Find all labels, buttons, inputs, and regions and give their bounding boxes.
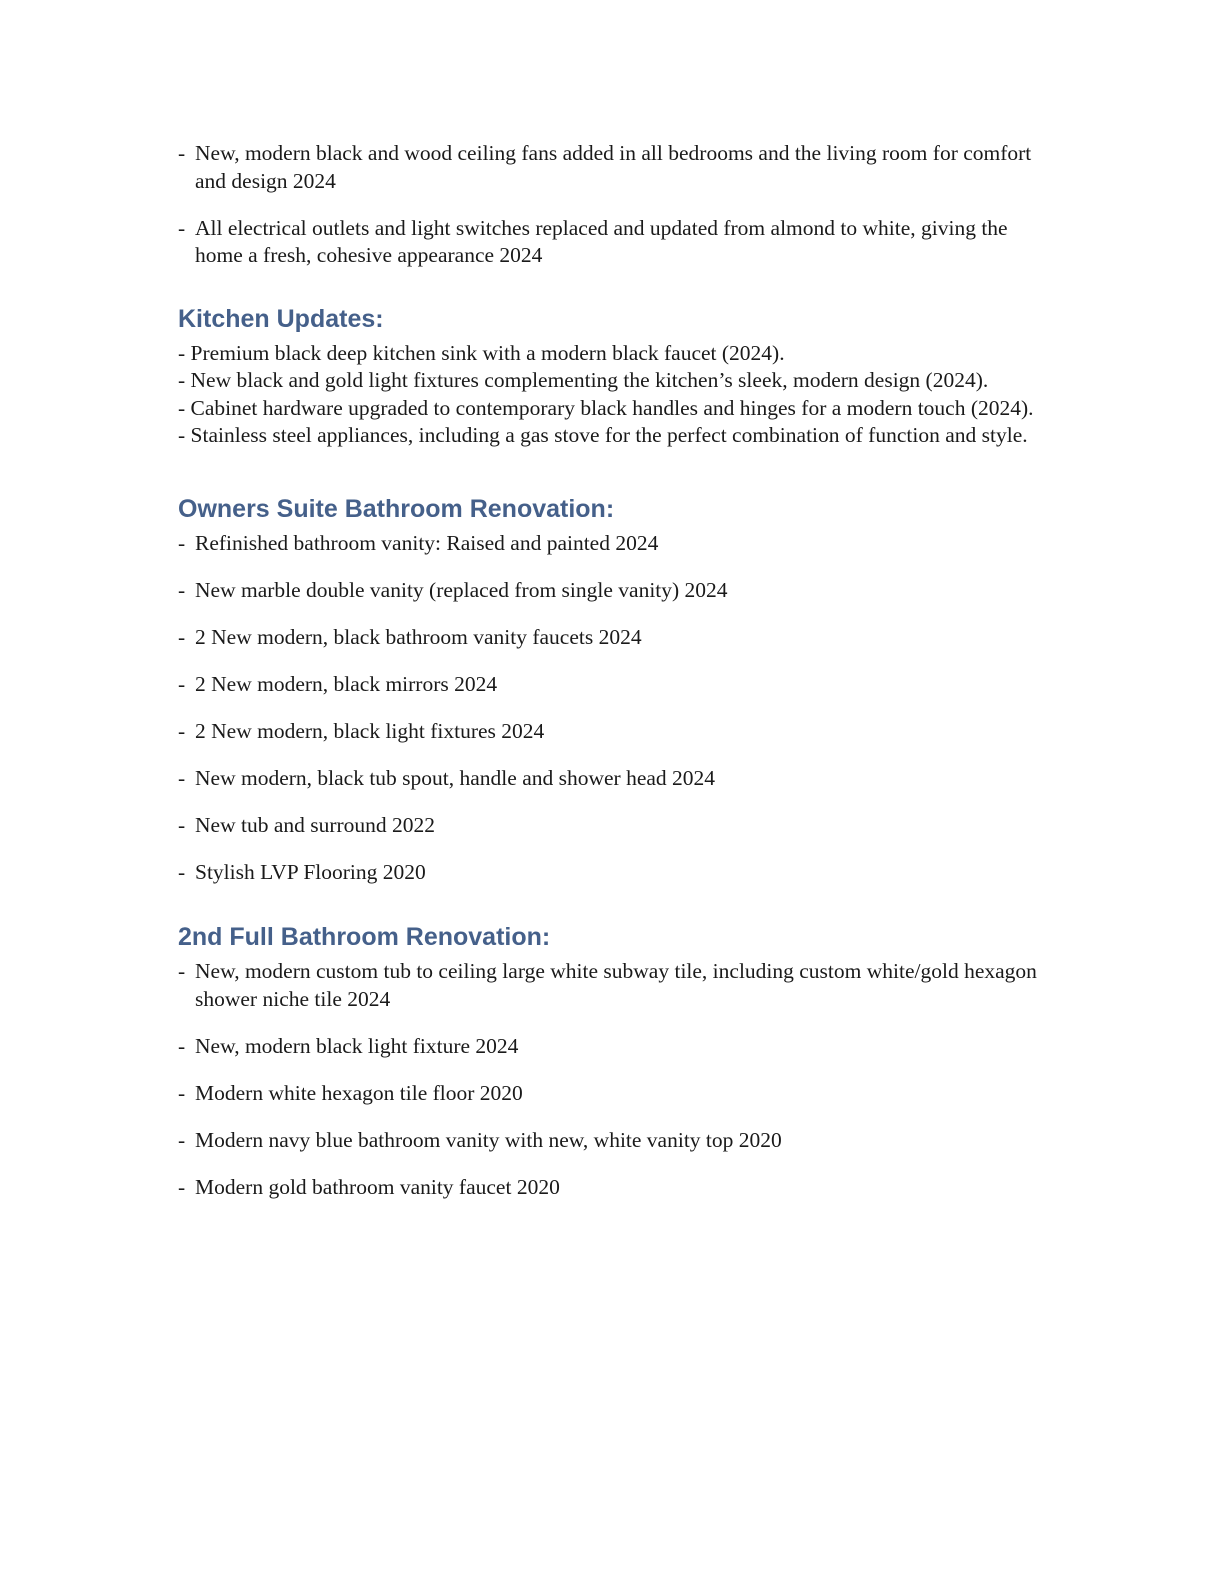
- list-item-text: New, modern black and wood ceiling fans added in all bedrooms and the living room for comfort and design 2024: [195, 141, 1032, 193]
- list-item: - New black and gold light fixtures complementing the kitchen’s sleek, modern design (2024).: [178, 368, 989, 392]
- intro-list: [178, 140, 1044, 270]
- list-item-text: Modern gold bathroom vanity faucet 2020: [195, 1174, 560, 1199]
- kitchen-section: [178, 304, 1044, 450]
- list-item: - New tub and surround 2022: [178, 812, 436, 837]
- list-item: - New, modern black and wood ceiling fans added in all bedrooms and the living room for comfort and design 2024: [178, 141, 1032, 193]
- second-bath-heading: 2nd Full Bathroom Renovation:: [178, 923, 551, 951]
- list-item: - Cabinet hardware upgraded to contemporary black handles and hinges for a modern touch (2024).: [178, 395, 1034, 420]
- kitchen-list: [178, 340, 1044, 450]
- list-item: - Stylish LVP Flooring 2020: [178, 859, 426, 884]
- list-item: - New modern, black tub spout, handle and shower head 2024: [178, 765, 716, 790]
- second-bath-list: [178, 958, 1044, 1201]
- list-item: - Premium black deep kitchen sink with a modern black faucet (2024).: [178, 340, 785, 365]
- list-item-text: Refinished bathroom vanity: Raised and painted 2024: [195, 530, 659, 555]
- kitchen-heading: Kitchen Updates:: [178, 304, 384, 333]
- list-item-text: All electrical outlets and light switches replaced and updated from almond to white, giving the home a fresh, cohesive appearance 2024: [195, 215, 1008, 267]
- list-item: - All electrical outlets and light switches replaced and updated from almond to white, giving the home a fresh, cohesive appearance 2024: [178, 215, 1008, 267]
- list-item: - New, modern custom tub to ceiling large white subway tile, including custom white/gold hexagon shower niche tile 2024: [178, 959, 1037, 1011]
- list-item-text: Modern navy blue bathroom vanity with new, white vanity top 2020: [195, 1127, 782, 1152]
- owners-bath-section: [178, 494, 1044, 887]
- list-item-text: 2 New modern, black mirrors 2024: [195, 671, 498, 696]
- list-item: - Refinished bathroom vanity: Raised and painted 2024: [178, 530, 659, 555]
- list-item-text: New marble double vanity (replaced from single vanity) 2024: [195, 577, 728, 602]
- list-item: - 2 New modern, black mirrors 2024: [178, 671, 498, 696]
- owners-bath-heading: Owners Suite Bathroom Renovation:: [178, 494, 615, 523]
- document-page: [178, 140, 1044, 1221]
- second-bath-section: [178, 922, 1044, 1201]
- list-item-text: New modern, black tub spout, handle and shower head 2024: [195, 765, 716, 790]
- list-item: - New marble double vanity (replaced from single vanity) 2024: [178, 577, 728, 602]
- list-item: - 2 New modern, black bathroom vanity faucets 2024: [178, 624, 642, 649]
- list-item-text: 2 New modern, black light fixtures 2024: [195, 718, 545, 743]
- intro-section: [178, 140, 1044, 270]
- list-item-text: Stylish LVP Flooring 2020: [195, 859, 426, 884]
- list-item-text: Modern white hexagon tile floor 2020: [195, 1080, 523, 1105]
- list-item-text: New tub and surround 2022: [195, 812, 436, 837]
- list-item: - 2 New modern, black light fixtures 2024: [178, 718, 545, 743]
- list-item: - Modern navy blue bathroom vanity with new, white vanity top 2020: [178, 1127, 782, 1152]
- list-item: - Stainless steel appliances, including a gas stove for the perfect combination of function and style.: [178, 423, 1028, 447]
- list-item-text: 2 New modern, black bathroom vanity faucets 2024: [195, 624, 642, 649]
- list-item-text: New, modern black light fixture 2024: [195, 1033, 519, 1058]
- owners-bath-list: [178, 530, 1044, 887]
- list-item-text: New, modern custom tub to ceiling large white subway tile, including custom white/gold hexagon shower niche tile 2024: [195, 959, 1037, 1011]
- list-item: - New, modern black light fixture 2024: [178, 1033, 519, 1058]
- list-item: - Modern white hexagon tile floor 2020: [178, 1080, 523, 1105]
- list-item: - Modern gold bathroom vanity faucet 2020: [178, 1174, 560, 1199]
